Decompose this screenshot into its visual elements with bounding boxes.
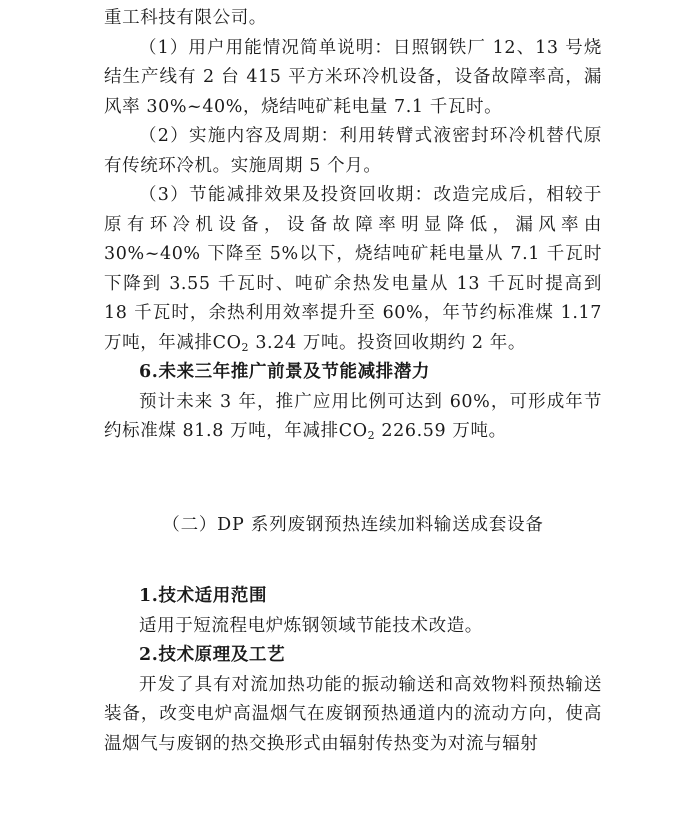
co2-subscript: 2: [367, 429, 376, 442]
forecast-text: 预计未来 3 年，推广应用比例可达到 60%，可形成年节约标准煤 81.8 万吨，年减排: [104, 391, 602, 441]
paragraph-scope: 适用于短流程电炉炼钢领域节能技术改造。: [139, 615, 483, 636]
paragraph-company-tail: 重工科技有限公司。: [104, 8, 267, 28]
paragraph-principle: 开发了具有对流加热功能的振动输送和高效物料预热输送装备，改变电炉高温烟气在废钢预热通道内的流动方向，使高温烟气与废钢的热交换形式由辐射传热变为对流与辐射: [104, 674, 602, 754]
paragraph-forecast: [104, 388, 602, 447]
heading-future-prospects: 6.未来三年推广前景及节能减排潜力: [139, 362, 430, 382]
co2-subscript: 2: [241, 340, 250, 354]
heading-principle: 2.技术原理及工艺: [139, 645, 286, 665]
paragraph-energy-usage: （1）用户用能情况简单说明：日照钢铁厂 12、13 号烧结生产线有 2 台 415 平方米环冷机设备，设备故障率高，漏风率 30%~40%，烧结吨矿耗电量 7.1 千瓦时。: [104, 37, 602, 117]
forecast-tail: 226.59 万吨。: [375, 421, 507, 441]
co2-label: CO: [338, 421, 368, 441]
co2-label: CO: [212, 332, 242, 353]
paragraph-effects: [104, 181, 602, 358]
heading-scope: 1.技术适用范围: [139, 586, 268, 606]
section-title: （二）DP 系列废钢预热连续加料输送成套设备: [162, 514, 544, 535]
effects-tail: 3.24 万吨。投资回收期约 2 年。: [249, 332, 527, 353]
effects-text: （3）节能减排效果及投资回收期：改造完成后，相较于原有环冷机设备，设备故障率明显降低，漏风率由 30%~40% 下降至 5%以下，烧结吨矿耗电量从 7.1 千瓦时下降到 3.55 千瓦时、吨矿余热发电量从 13 千瓦时提高到 18 千瓦时，余热利用效率提升至 60%，年节约标准煤 1.17 万吨，年减排: [104, 185, 602, 353]
paragraph-implementation: （2）实施内容及周期：利用转臂式液密封环冷机替代原有传统环冷机。实施周期 5 个月。: [104, 126, 602, 176]
